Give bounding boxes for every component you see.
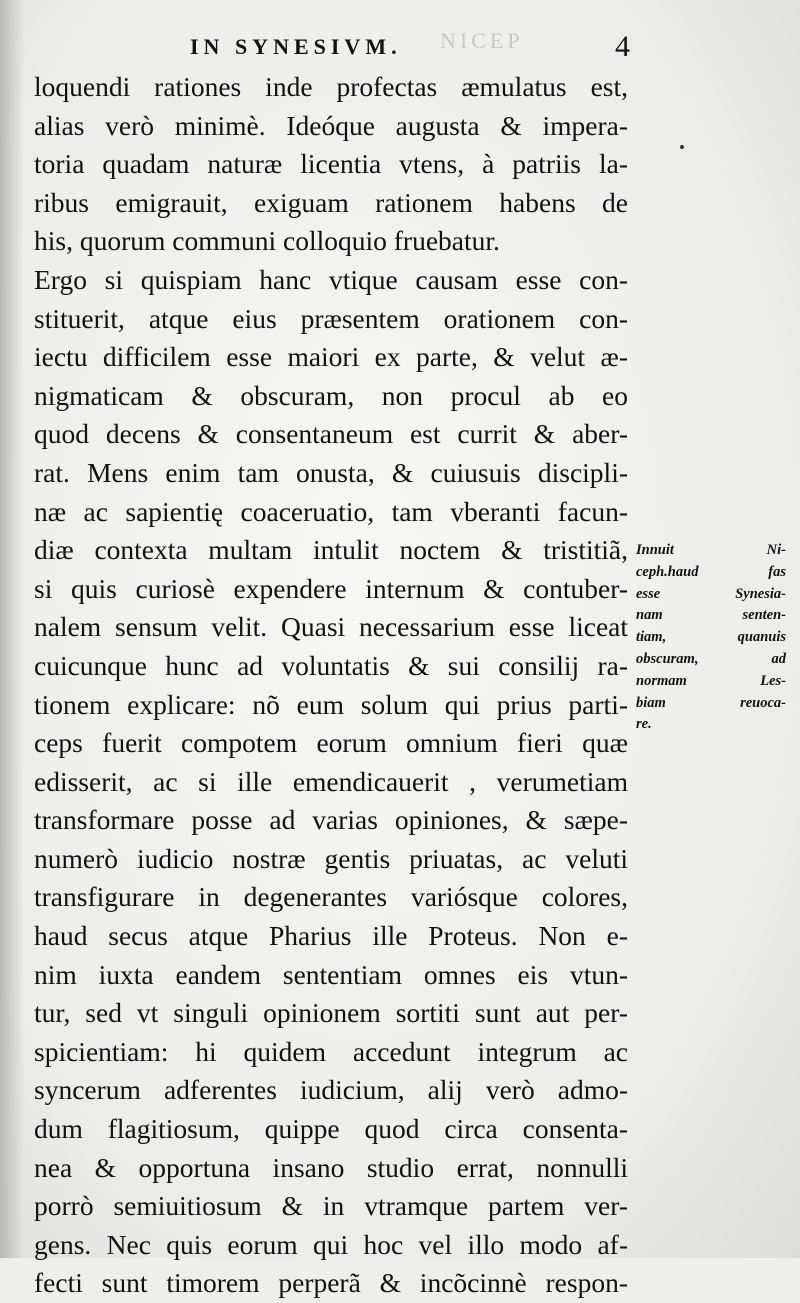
text-line: transfigurare in degenerantes variósque colores, (34, 881, 628, 913)
text-line: diæ contexta multam intulit noctem & tristitiã, (34, 534, 628, 566)
text-line: transformare posse ad varias opiniones, & sæpe- (34, 804, 628, 836)
marginal-note-line: esse Synesia- (636, 585, 786, 602)
running-title: IN SYNESIVM. (190, 34, 402, 59)
text-line: stituerit, atque eius præsentem orationem con- (34, 302, 628, 334)
text-line: gens. Nec quis eorum qui hoc vel illo modo af- (34, 1228, 628, 1260)
text-line: rat. Mens enim tam onusta, & cuiusuis discipli- (34, 456, 628, 488)
text-line: spicientiam: hi quidem accedunt integrum ac (34, 1035, 628, 1067)
text-line: iectu difficilem esse maiori ex parte, & velut æ- (34, 341, 628, 373)
text-line: Ergo si quispiam hanc vtique causam esse con- (34, 263, 628, 295)
marginal-note (636, 540, 786, 736)
text-line: dum flagitiosum, quippe quod circa consenta- (34, 1113, 628, 1145)
page-number: 4 (615, 30, 630, 63)
marginal-note-line: tiam, quanuis (636, 629, 786, 646)
text-line: alias verò minimè. Ideóque augusta & impera- (34, 109, 628, 141)
text-line: nim iuxta eandem sententiam omnes eis vtun- (34, 958, 628, 990)
gutter-shadow (0, 0, 24, 1258)
marginal-note-line: Innuit Ni- (636, 542, 786, 558)
marginal-note-line: normam Les- (636, 672, 786, 689)
text-line: nalem sensum velit. Quasi necessarium esse liceat (34, 611, 628, 643)
text-line: si quis curiosè expendere internum & contuber- (34, 572, 628, 604)
text-line: ribus emigrauit, exiguam rationem habens de (34, 186, 628, 218)
text-line: quod decens & consentaneum est currit & aber- (34, 418, 628, 450)
text-line: numerò iudicio nostræ gentis priuatas, ac veluti (34, 842, 628, 874)
text-line: næ ac sapientię coaceruatio, tam vberanti facun- (34, 495, 628, 527)
text-line: fecti sunt timorem perperã & incõcinnè respon- (34, 1267, 628, 1299)
text-line: his, quorum communi colloquio fruebatur. (34, 225, 500, 257)
main-text-block (34, 68, 628, 1303)
text-line: cuicunque hunc ad voluntatis & sui consilij ra- (34, 649, 628, 681)
text-line: toria quadam naturæ licentia vtens, à patriis la- (34, 148, 628, 180)
text-line: ceps fuerit compotem eorum omnium fieri quæ (34, 727, 628, 759)
running-head (190, 30, 630, 66)
text-line: haud secus atque Pharius ille Proteus. Non e- (34, 920, 628, 952)
text-line: loquendi rationes inde profectas æmulatus est, (34, 71, 628, 102)
marginal-note-line: re. (636, 716, 652, 733)
text-line: edisserit, ac si ille emendicauerit , verumetiam (34, 765, 628, 797)
marginal-note-line: obscuram, ad (636, 650, 786, 667)
marginal-note-line: ceph.haud fas (636, 563, 786, 580)
marginal-note-line: biam reuoca- (636, 694, 786, 711)
text-line: nea & opportuna insano studio errat, nonnulli (34, 1151, 628, 1183)
text-line: nigmaticam & obscuram, non procul ab eo (34, 379, 628, 411)
marginal-note-line: nam senten- (636, 607, 786, 624)
bleed-through-text: NICEP (440, 28, 524, 53)
ink-speck (680, 145, 684, 149)
text-line: syncerum adferentes iudicium, alij verò admo- (34, 1074, 628, 1106)
text-line: porrò semiuitiosum & in vtramque partem ver- (34, 1190, 628, 1222)
text-line: tionem explicare: nõ eum solum qui prius parti- (34, 688, 628, 720)
text-line: tur, sed vt singuli opinionem sortiti sunt aut per- (34, 997, 628, 1029)
